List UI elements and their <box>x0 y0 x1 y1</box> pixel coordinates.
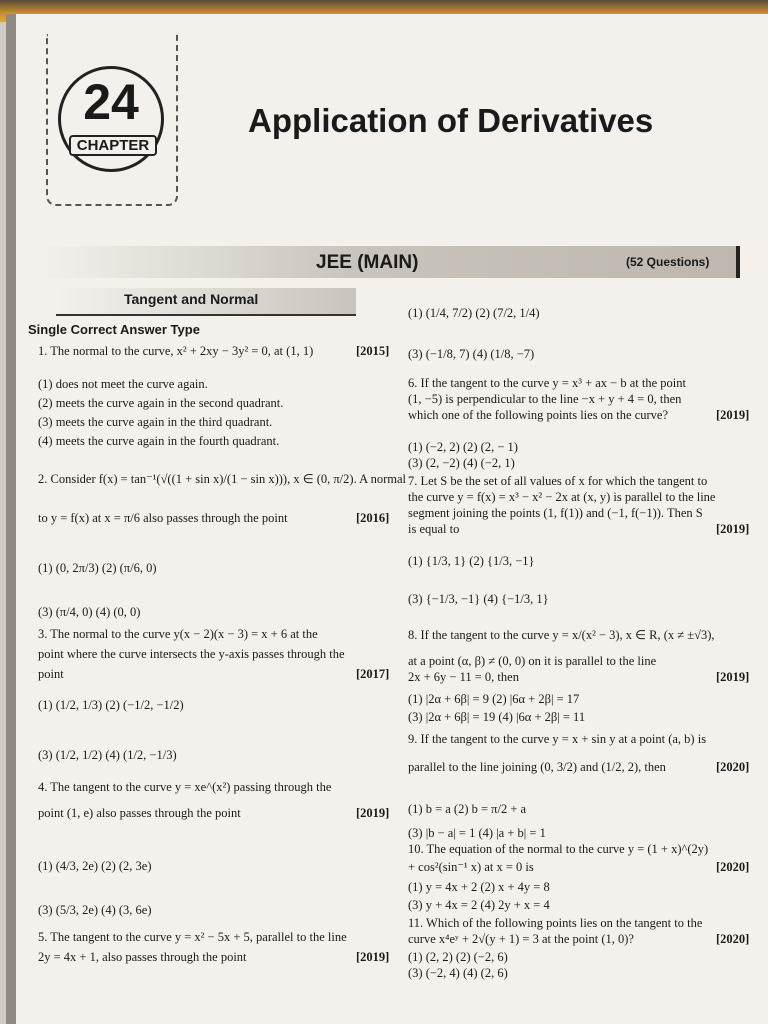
chapter-badge <box>58 66 164 172</box>
left-line: point (1, e) also passes through the point <box>38 806 241 820</box>
right-line: 7. Let S be the set of all values of x for which the tangent to <box>408 474 708 488</box>
exam-year: [2020] <box>716 932 750 946</box>
chapter-label: CHAPTER <box>69 135 157 156</box>
left-line: (3) (5/3, 2e) (4) (3, 6e) <box>38 903 152 917</box>
chapter-title: Application of Derivatives <box>248 102 654 139</box>
right-line: 6. If the tangent to the curve y = x³ + ax − b at the point <box>408 376 686 390</box>
left-line: (3) meets the curve again in the third quadrant. <box>38 415 273 429</box>
left-line: (1) (0, 2π/3) (2) (π/6, 0) <box>38 561 157 575</box>
right-line: segment joining the points (1, f(1)) and (−1, f(−1)). Then S <box>408 506 703 520</box>
right-line: + cos²(sin⁻¹ x) at x = 0 is <box>408 860 534 874</box>
exam-year: [2017] <box>356 667 390 681</box>
left-line: (3) (1/2, 1/2) (4) (1/2, −1/3) <box>38 748 177 762</box>
left-line: point <box>38 667 64 681</box>
exam-year: [2019] <box>716 670 750 684</box>
exam-year: [2019] <box>716 408 750 422</box>
left-line: 2y = 4x + 1, also passes through the point <box>38 950 247 964</box>
right-line: (1) (1/4, 7/2) (2) (7/2, 1/4) <box>408 306 540 320</box>
right-line: (1) y = 4x + 2 (2) x + 4y = 8 <box>408 880 550 894</box>
topic-heading <box>56 288 356 316</box>
left-line: (1) (1/2, 1/3) (2) (−1/2, −1/2) <box>38 698 184 712</box>
right-line: (3) (−1/8, 7) (4) (1/8, −7) <box>408 347 535 361</box>
exam-year: [2020] <box>716 860 750 874</box>
question-type-heading: Single Correct Answer Type <box>28 322 200 337</box>
left-line: (2) meets the curve again in the second quadrant. <box>38 396 284 410</box>
topic-title: Tangent and Normal <box>124 291 259 307</box>
exam-year: [2016] <box>356 511 390 525</box>
exam-year: [2019] <box>356 950 390 964</box>
right-line: the curve y = f(x) = x³ − x² − 2x at (x, y) is parallel to the line <box>408 490 716 504</box>
right-line: (1) (−2, 2) (2) (2, − 1) <box>408 440 518 454</box>
right-line: which one of the following points lies on the curve? <box>408 408 669 422</box>
right-line: at a point (α, β) ≠ (0, 0) on it is parallel to the line <box>408 654 657 668</box>
left-line: to y = f(x) at x = π/6 also passes through the point <box>38 511 288 525</box>
left-line: (1) (4/3, 2e) (2) (2, 3e) <box>38 859 152 873</box>
right-line: (3) |b − a| = 1 (4) |a + b| = 1 <box>408 826 546 840</box>
exam-year: [2020] <box>716 760 750 774</box>
exam-year: [2019] <box>356 806 390 820</box>
question-count: (52 Questions) <box>626 255 710 269</box>
book-page <box>6 14 768 1024</box>
right-line: (1) {1/3, 1} (2) {1/3, −1} <box>408 554 535 568</box>
right-line: (1) b = a (2) b = π/2 + a <box>408 802 527 816</box>
right-line: (3) {−1/3, −1} (4) {−1/3, 1} <box>408 592 549 606</box>
right-line: 8. If the tangent to the curve y = x/(x² − 3), x ∈ R, (x ≠ ±√3), <box>408 628 715 642</box>
exam-name: JEE (MAIN) <box>316 252 419 273</box>
right-line: 9. If the tangent to the curve y = x + sin y at a point (a, b) is <box>408 732 707 746</box>
chapter-number: 24 <box>83 74 139 130</box>
exam-year: [2015] <box>356 344 390 358</box>
right-line: (1) (2, 2) (2) (−2, 6) <box>408 950 508 964</box>
right-line: 10. The equation of the normal to the curve y = (1 + x)^(2y) <box>408 842 709 856</box>
left-line: (1) does not meet the curve again. <box>38 377 208 391</box>
right-line: parallel to the line joining (0, 3/2) and (1/2, 2), then <box>408 760 666 774</box>
left-line: point where the curve intersects the y-axis passes through the <box>38 647 345 661</box>
left-line: 4. The tangent to the curve y = xe^(x²) passing through the <box>38 780 332 794</box>
left-line: 3. The normal to the curve y(x − 2)(x − 3) = x + 6 at the <box>38 627 318 641</box>
right-line: 11. Which of the following points lies on the tangent to the <box>408 916 703 930</box>
right-line: (3) (2, −2) (4) (−2, 1) <box>408 456 515 470</box>
right-line: (1, −5) is perpendicular to the line −x + y + 4 = 0, then <box>408 392 682 406</box>
left-line: 5. The tangent to the curve y = x² − 5x + 5, parallel to the line <box>38 930 347 944</box>
exam-year: [2019] <box>716 522 750 536</box>
right-line: (3) y + 4x = 2 (4) 2y + x = 4 <box>408 898 550 912</box>
right-line: (1) |2α + 6β| = 9 (2) |6α + 2β| = 17 <box>408 692 580 706</box>
left-line: (3) (π/4, 0) (4) (0, 0) <box>38 605 141 619</box>
left-line: 2. Consider f(x) = tan⁻¹(√((1 + sin x)/(1 − sin x))), x ∈ (0, π/2). A normal <box>38 472 406 486</box>
left-line: 1. The normal to the curve, x² + 2xy − 3y² = 0, at (1, 1) <box>38 344 314 358</box>
left-line: (4) meets the curve again in the fourth quadrant. <box>38 434 280 448</box>
right-line: curve x⁴eʸ + 2√(y + 1) = 3 at the point (1, 0)? <box>408 932 634 946</box>
right-line: is equal to <box>408 522 460 536</box>
right-line: 2x + 6y − 11 = 0, then <box>408 670 519 684</box>
right-line: (3) |2α + 6β| = 19 (4) |6α + 2β| = 11 <box>408 710 586 724</box>
right-line: (3) (−2, 4) (4) (2, 6) <box>408 966 508 980</box>
